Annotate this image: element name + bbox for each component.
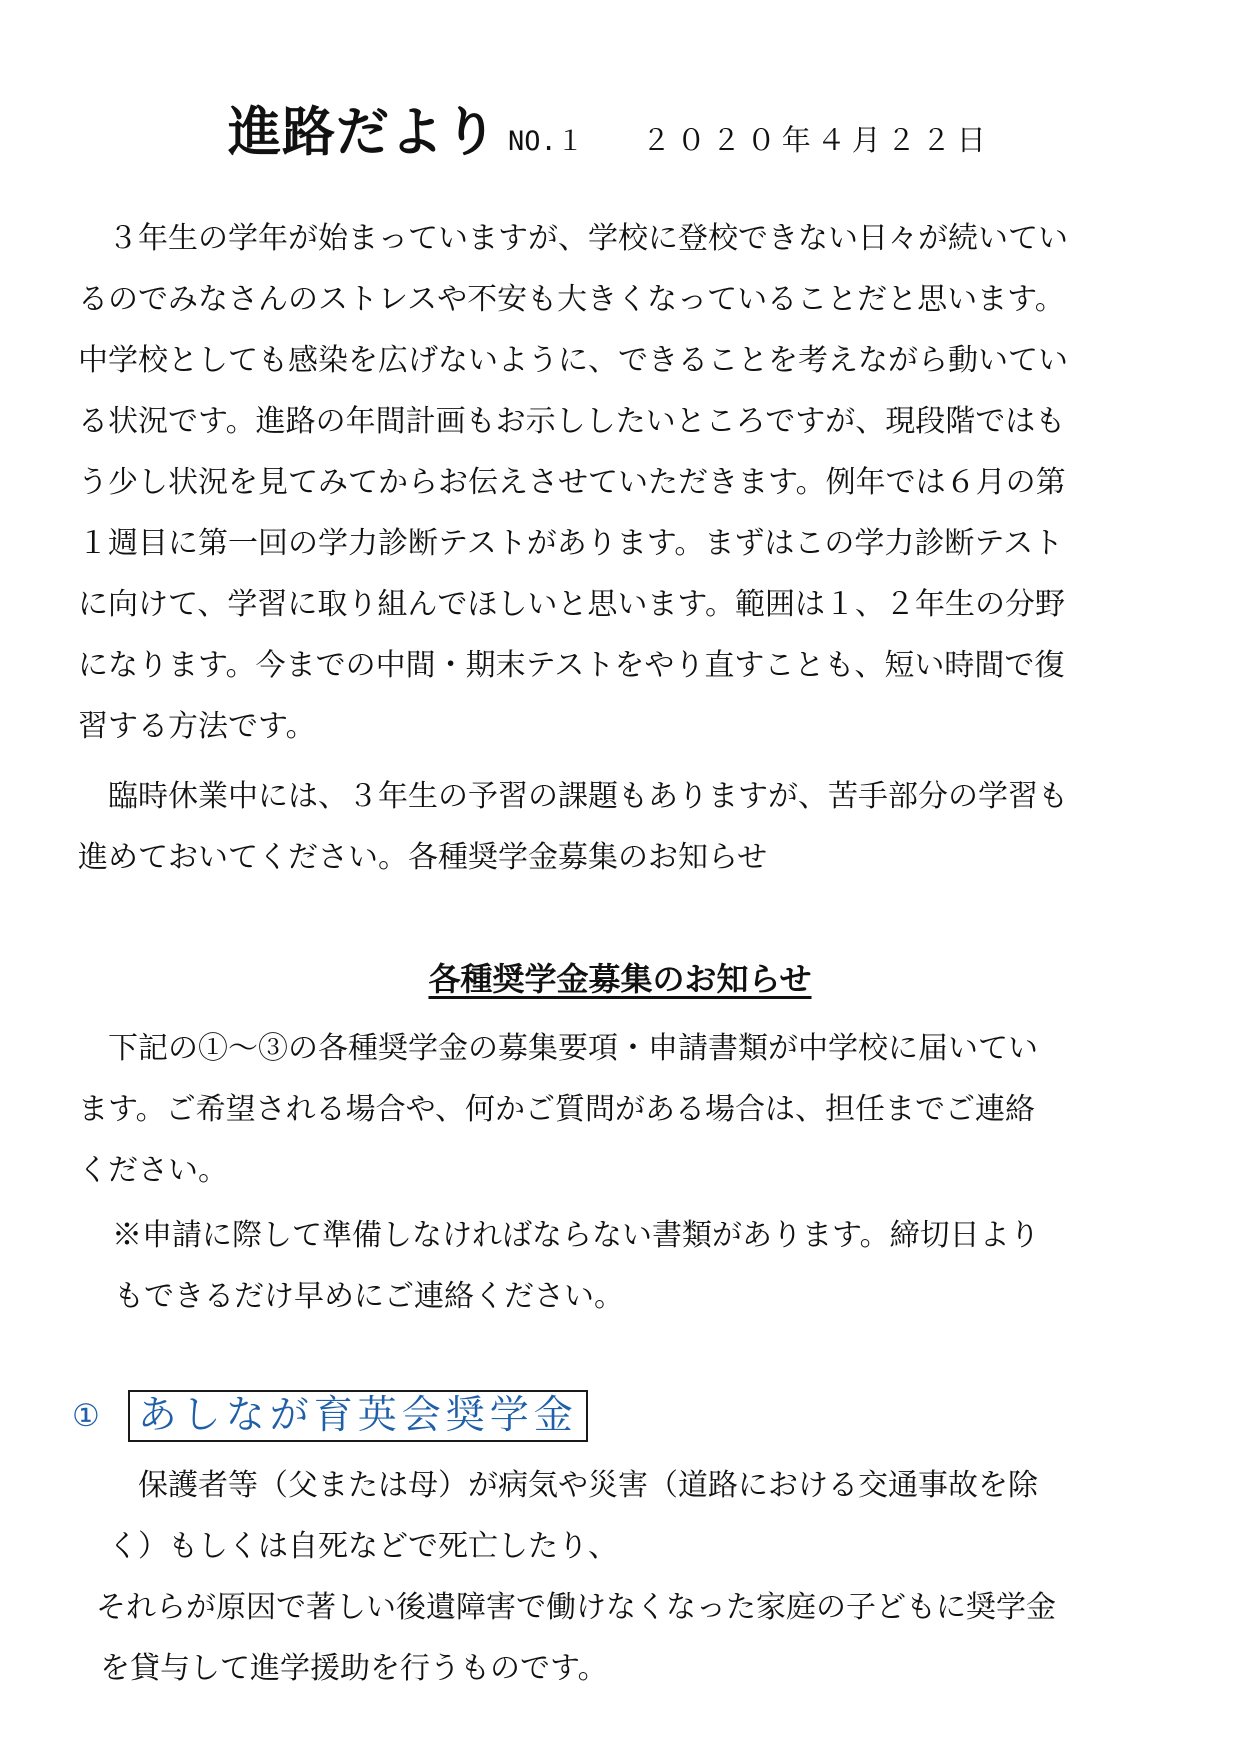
scholarship-note	[112, 1205, 1172, 1327]
item-description-line: 保護者等（父または母）が病気や災害（道路における交通事故を除	[138, 1468, 1038, 1503]
intro-paragraph	[78, 208, 1170, 757]
scholarship-section-title: 各種奨学金募集のお知らせ	[428, 960, 812, 998]
note-line: ※申請に際して準備しなければならない書類があります。締切日より	[112, 1218, 1040, 1253]
intro-line: になります。今までの中間・期末テストをやり直すことも、短い時間で復	[78, 648, 1065, 683]
intro-line: １週目に第一回の学力診断テストがあります。まずはこの学力診断テスト	[78, 526, 1064, 561]
intro-line: う少し状況を見てみてからお伝えさせていただきます。例年では６月の第	[78, 465, 1066, 500]
issue-date: ２０２０年４月２２日	[641, 123, 992, 157]
scholarship-intro-line: ます。ご希望される場合や、何かご質問がある場合は、担任までご連絡	[78, 1092, 1035, 1127]
item-description-line: それらが原因で著しい後遺障害で働けなくなった家庭の子どもに奨学金	[96, 1590, 1056, 1625]
item-number: ①	[72, 1398, 100, 1434]
newsletter-title: 進路だより	[228, 102, 498, 163]
intro-line: るのでみなさんのストレスや不安も大きくなっていることだと思います。	[78, 282, 1065, 317]
intro-line: 進めておいてください。各種奨学金募集のお知らせ	[78, 840, 768, 875]
scholarship-item-header	[72, 1390, 588, 1442]
scholarship-intro-line: 下記の①～③の各種奨学金の募集要項・申請書類が中学校に届いてい	[108, 1031, 1038, 1066]
intro-line: 習する方法です。	[78, 709, 316, 744]
newsletter-header	[228, 90, 992, 166]
intro-line: る状況です。進路の年間計画もお示ししたいところですが、現段階ではも	[78, 404, 1066, 439]
intro-line: ３年生の学年が始まっていますが、学校に登校できない日々が続いてい	[108, 221, 1068, 256]
intro-line: 臨時休業中には、３年生の予習の課題もありますが、苦手部分の学習も	[108, 779, 1068, 814]
issue-number: NO.１	[508, 126, 584, 157]
item-description-line: く）もしくは自死などで死亡したり、	[108, 1529, 618, 1564]
scholarship-intro-line: ください。	[78, 1153, 228, 1188]
item-description-line: を貸与して進学援助を行うものです。	[100, 1651, 608, 1686]
intro-line: に向けて、学習に取り組んでほしいと思います。範囲は１、２年生の分野	[78, 587, 1065, 622]
intro-line: 中学校としても感染を広げないように、できることを考えながら動いてい	[78, 343, 1068, 378]
scholarship-name-box: あしなが育英会奨学金	[128, 1390, 588, 1442]
note-line: もできるだけ早めにご連絡ください。	[114, 1279, 624, 1314]
intro-second-paragraph	[78, 766, 1170, 888]
scholarship-intro	[78, 1018, 1170, 1201]
